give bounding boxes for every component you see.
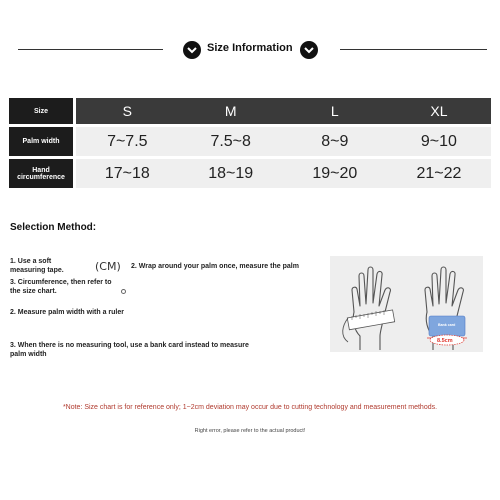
table-cell: 7.5~8 [179, 126, 283, 158]
measuring-tape-icon [343, 310, 395, 342]
size-header-label: Size [9, 98, 75, 126]
right-error-note: Right error, please refer to the actual product! [194, 428, 306, 434]
table-row [9, 158, 491, 190]
unit-label: (CM) [95, 260, 121, 273]
table-header-row [9, 98, 491, 126]
chevron-down-icon [183, 41, 201, 59]
table-cell: 7~7.5 [75, 126, 179, 158]
row-label-palm-width: Palm width [9, 126, 75, 158]
header-divider-right [340, 49, 487, 50]
size-s: S [75, 98, 179, 126]
step-ruler-text: 2. Measure palm width with a ruler [10, 309, 124, 316]
table-cell: 19~20 [283, 158, 387, 190]
table-cell: 21~22 [387, 158, 491, 190]
size-table [9, 98, 491, 191]
section-header [0, 40, 500, 60]
chevron-down-icon [300, 41, 318, 59]
table-cell: 8~9 [283, 126, 387, 158]
bank-card-label: Bank card [438, 323, 456, 327]
step-2-text: 2. Wrap around your palm once, measure the palm [131, 263, 299, 270]
step-1-text: 1. Use a soft measuring tape. [10, 258, 64, 274]
bullet-circle-icon [121, 289, 126, 294]
selection-method-title: Selection Method: [10, 222, 97, 233]
bank-card-icon [427, 316, 467, 345]
hand-measurement-illustration [330, 256, 483, 352]
size-l: L [283, 98, 387, 126]
size-m: M [179, 98, 283, 126]
table-row [9, 126, 491, 158]
size-xl: XL [387, 98, 491, 126]
table-cell: 9~10 [387, 126, 491, 158]
step-bank-card-text: 3. When there is no measuring tool, use a bank card instead to measure palm width [10, 342, 249, 358]
size-note: *Note: Size chart is for reference only; 1~2cm deviation may occur due to cutting technology and measurement methods. [62, 404, 438, 411]
table-cell: 18~19 [179, 158, 283, 190]
step-3-text: 3. Circumference, then refer to the size chart. [10, 279, 112, 295]
header-divider-left [18, 49, 163, 50]
card-width-label: 8.5cm [437, 338, 453, 344]
page-title: Size Information [207, 42, 293, 54]
table-cell: 17~18 [75, 158, 179, 190]
row-label-hand-circumference: Hand circumference [9, 158, 75, 190]
hand-tape-icon [352, 267, 390, 350]
